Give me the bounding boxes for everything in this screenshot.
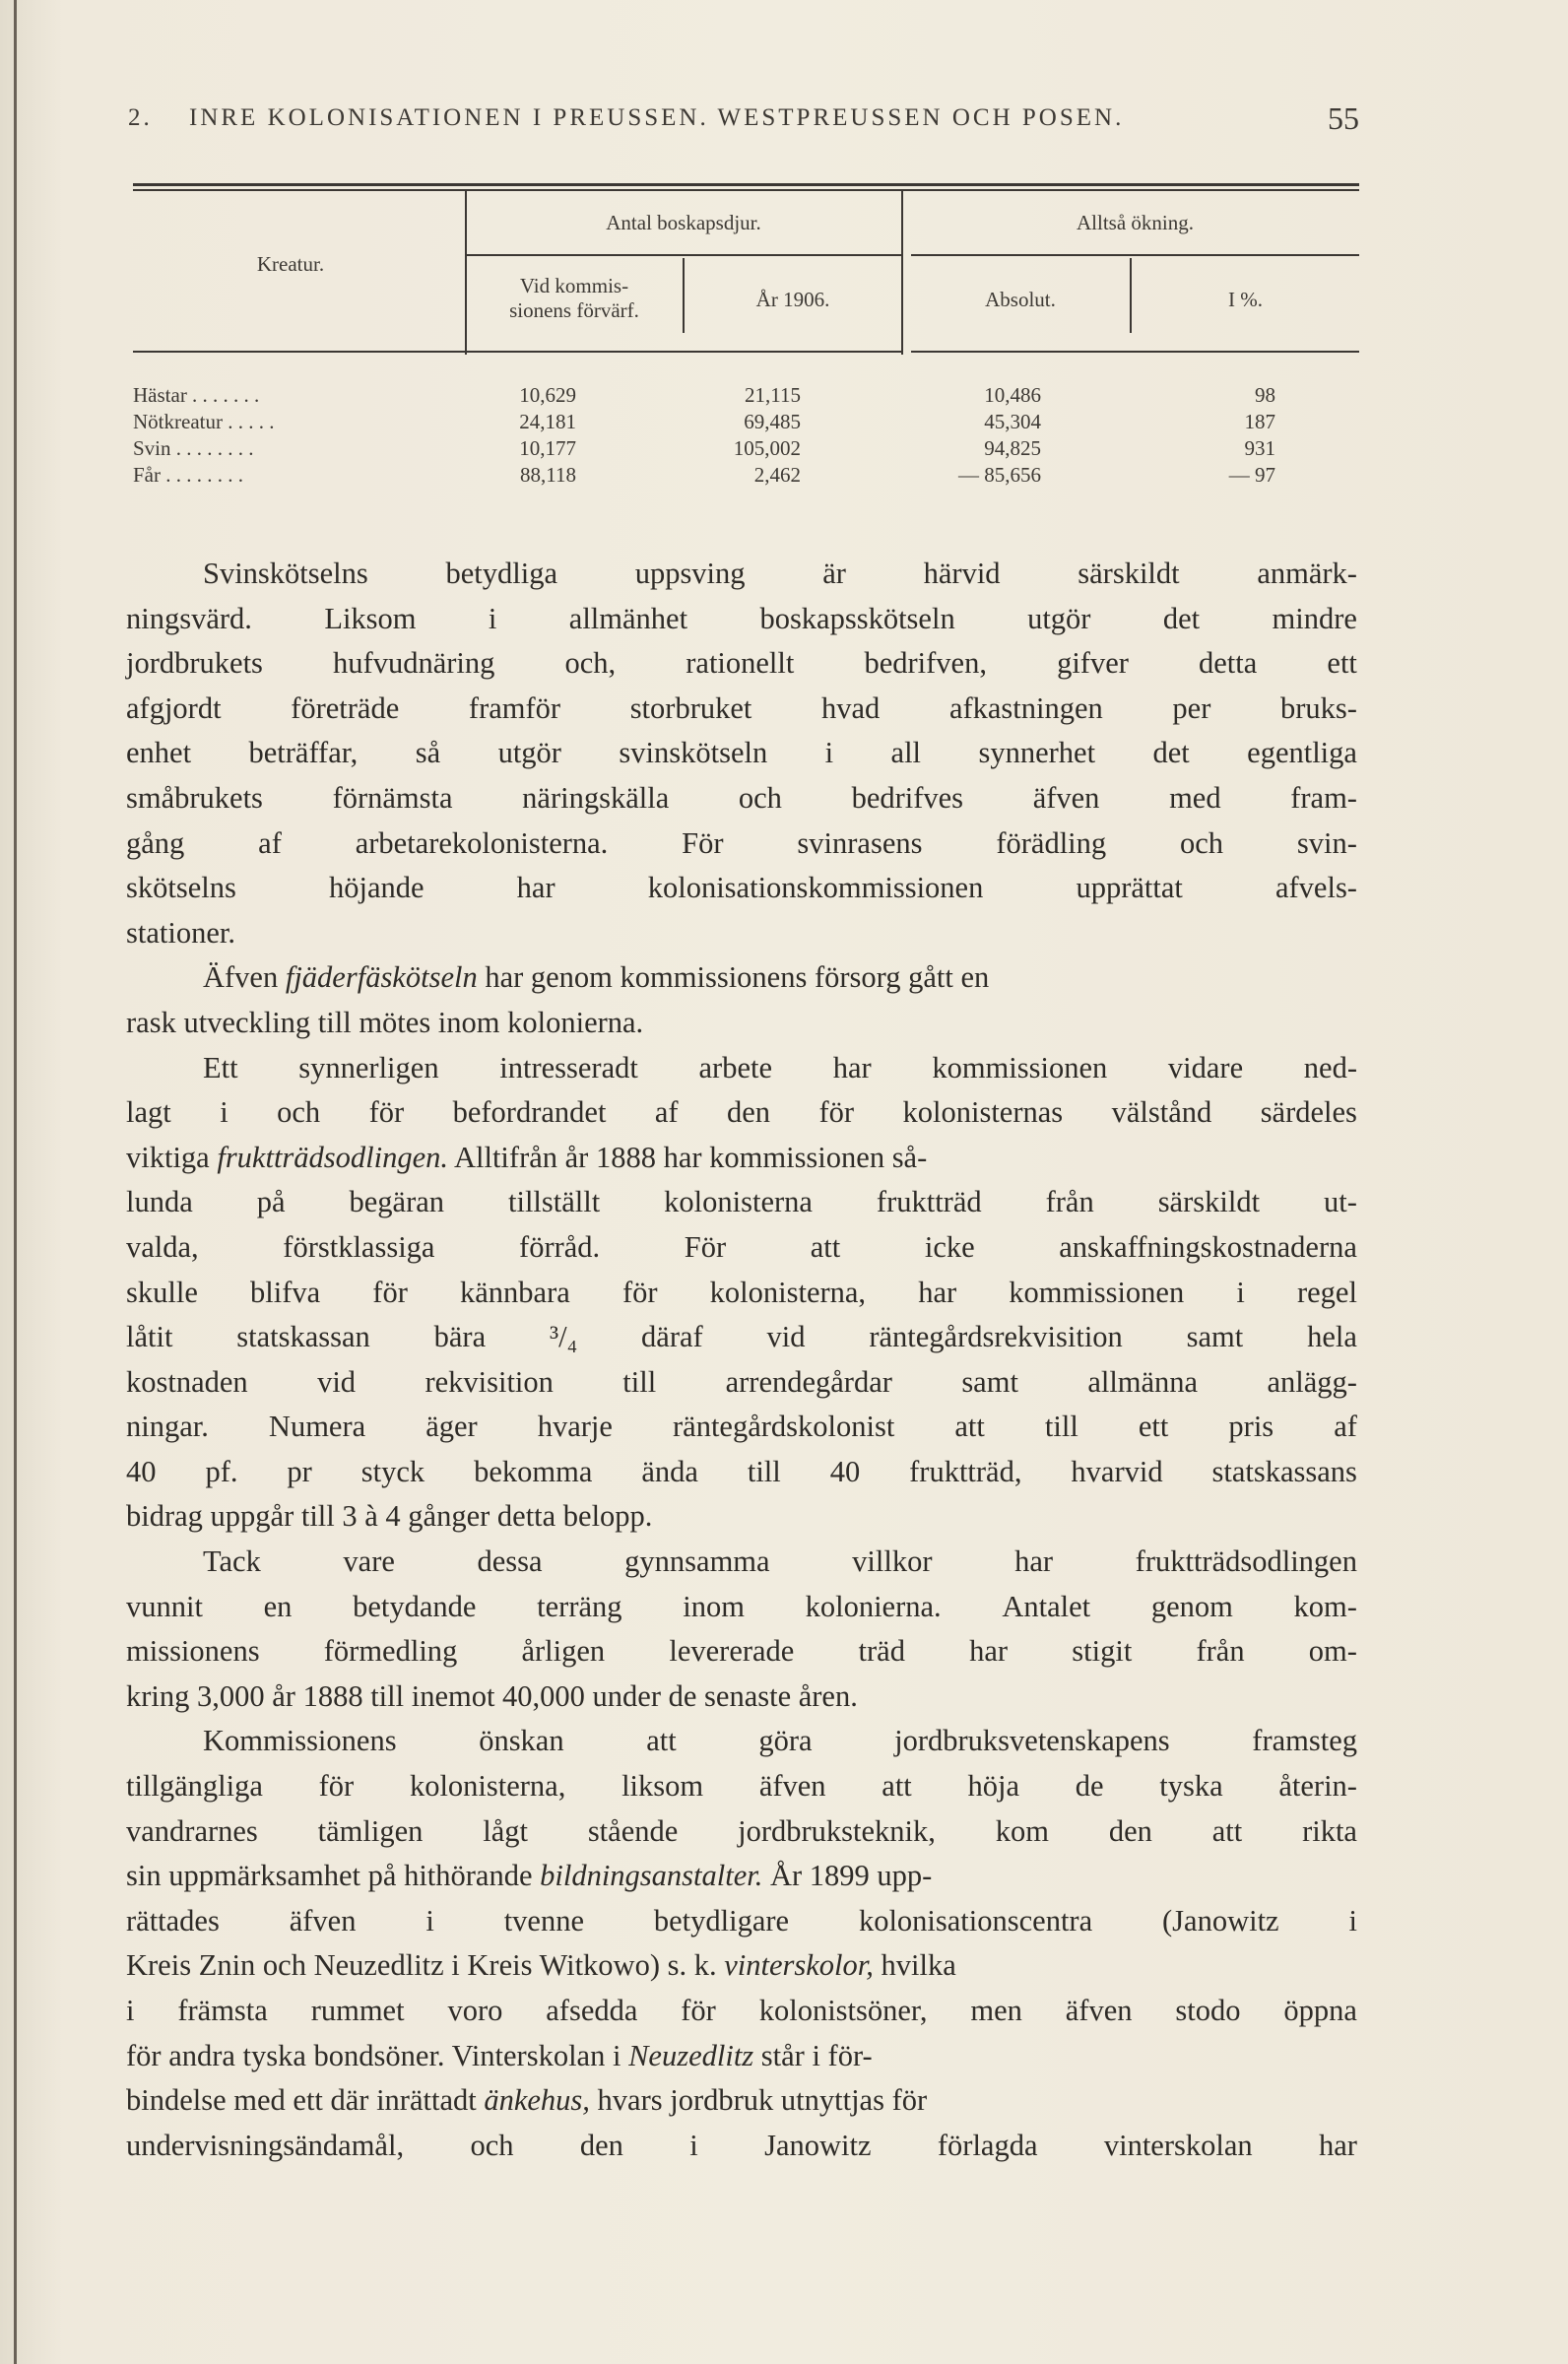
text-run: bindelse med ett där inrättadt — [126, 2083, 477, 2118]
text-line: lagt i och för befordrandet af den för kolonisternas välstånd särdeles — [126, 1095, 1357, 1130]
text-line — [126, 1943, 1357, 1989]
text-line — [126, 2034, 1357, 2079]
cell-pct: — 97 — [1228, 463, 1275, 487]
text-line: bidrag uppgår till 3 à 4 gånger detta belopp. — [126, 1499, 653, 1534]
cell-pct: 187 — [1244, 410, 1275, 433]
text-run: hvilka — [881, 1948, 956, 1983]
text-line: kostnaden vid rekvisition till arrendegårdar samt allmänna anlägg- — [126, 1364, 1357, 1399]
text-run: hvars jordbruk utnyttjas för — [597, 2083, 928, 2118]
text-run: har genom kommissionens försorg gått en — [485, 960, 990, 995]
running-title: INRE KOLONISATIONEN I PREUSSEN. WESTPREUSSEN OCH POSEN. — [189, 104, 1125, 131]
cell-abs: 45,304 — [984, 410, 1041, 433]
emphasis-ankehus: änkehus, — [484, 2083, 590, 2118]
text-line: lunda på begäran tillställt kolonisterna fruktträd från särskildt ut- — [126, 1185, 1357, 1219]
text-line: rask utveckling till mötes inom kolonierna. — [126, 1005, 644, 1039]
text-line: kring 3,000 år 1888 till inemot 40,000 under de senaste åren. — [126, 1678, 858, 1713]
emphasis-bildningsanstalter: bildningsanstalter. — [540, 1859, 763, 1893]
text-line: Kommissionens önskan att göra jordbruksvetenskapens framsteg — [203, 1724, 1357, 1758]
text-line: tillgängliga för kolonisterna, liksom äfven att höja de tyska återin- — [126, 1769, 1357, 1804]
table-top-rule-thin — [133, 189, 1359, 191]
text-run: Alltifrån år 1888 har kommissionen så- — [453, 1140, 928, 1174]
cell-vid: 10,177 — [519, 436, 576, 460]
livestock-table — [133, 183, 1359, 528]
cell-pct: 931 — [1244, 436, 1275, 460]
text-run: sin uppmärksamhet på hithörande — [126, 1859, 533, 1893]
text-line: i främsta rummet voro afsedda för kolonistsöner, men äfven stodo öppna — [126, 1994, 1357, 2027]
cell-vid: 88,118 — [520, 463, 576, 487]
text-line: jordbrukets hufvudnäring och, rationellt bedrifven, gifver detta ett — [126, 646, 1357, 681]
text-line: Svinskötselns betydliga uppsving är härvid särskildt anmärk- — [203, 557, 1357, 590]
col-header-vid-line2: sionens förvärf. — [509, 298, 639, 322]
text-line: ningsvärd. Liksom i allmänhet boskapsskötseln utgör det mindre — [126, 601, 1357, 635]
text-run: för andra tyska bondsöner. Vinterskolan i — [126, 2038, 621, 2072]
header-bottom-rule-left — [133, 351, 901, 353]
col-header-procent: I %. — [1228, 288, 1263, 311]
text-line: Ett synnerligen intresseradt arbete har kommissionen vidare ned- — [203, 1050, 1357, 1084]
cell-ar: 105,002 — [733, 436, 801, 460]
text-line: låtit statskassan bära ³/₄ däraf vid räntegårdsrekvisition samt hela — [126, 1320, 1357, 1354]
text-line — [126, 1854, 1357, 1899]
text-line: afgjordt företräde framför storbruket hvad afkastningen per bruks- — [126, 690, 1357, 725]
text-line: gång af arbetarekolonisterna. För svinrasens förädling och svin- — [126, 825, 1357, 860]
text-line: vandrarnes tämligen lågt stående jordbruksteknik, kom den att rikta — [126, 1813, 1357, 1848]
text-run: Kreis Znin och Neuzedlitz i Kreis Witkowo) s. k. — [126, 1948, 717, 1983]
group-rule-antal — [466, 254, 901, 256]
page-number: 55 — [1328, 100, 1359, 136]
text-run: Äfven — [203, 960, 279, 995]
row-label: Får . . . . . . . . — [133, 463, 243, 487]
text-line: stationer. — [126, 915, 235, 950]
text-line: 40 pf. pr styck bekomma ända till 40 fruktträd, hvarvid statskassans — [126, 1454, 1357, 1488]
text-line — [126, 955, 1357, 1001]
cell-abs: — 85,656 — [958, 463, 1041, 487]
emphasis-vinterskolor: vinterskolor, — [724, 1948, 874, 1983]
row-label: Nötkreatur . . . . . — [133, 410, 275, 433]
col-header-ar: År 1906. — [755, 288, 830, 311]
header-bottom-rule-right — [911, 351, 1359, 353]
cell-abs: 94,825 — [984, 436, 1041, 460]
cell-abs: 10,486 — [984, 383, 1041, 407]
col-header-vid — [466, 274, 683, 323]
col-header-kreatur: Kreatur. — [256, 252, 325, 276]
cell-pct: 98 — [1255, 383, 1275, 407]
text-line: rättades äfven i tvenne betydligare kolonisationscentra (Janowitz i — [126, 1903, 1357, 1937]
text-run: År 1899 upp- — [769, 1859, 933, 1893]
text-run: viktiga — [126, 1140, 210, 1174]
text-line: missionens förmedling årligen levererade träd har stigit från om- — [126, 1634, 1357, 1669]
table-top-rule — [133, 183, 1359, 186]
cell-ar: 69,485 — [744, 410, 801, 433]
emphasis-fjaderfaskotseln: fjäderfäskötseln — [285, 960, 478, 995]
text-run: står i för- — [760, 2038, 873, 2072]
text-line: småbrukets förnämsta näringskälla och bedrifves äfven med fram- — [126, 780, 1357, 815]
running-head — [128, 100, 1359, 144]
cell-vid: 24,181 — [519, 410, 576, 433]
chapter-number: 2. — [128, 104, 153, 131]
cell-ar: 2,462 — [753, 463, 801, 487]
text-line: undervisningsändamål, och den i Janowitz förlagda vinterskolan har — [126, 2128, 1357, 2162]
text-line: enhet beträffar, så utgör svinskötseln i all synnerhet det egentliga — [126, 736, 1357, 770]
text-line: ningar. Numera äger hvarje räntegårdskolonist att till ett pris af — [126, 1410, 1357, 1444]
row-label: Svin . . . . . . . . — [133, 436, 254, 460]
text-line — [126, 1136, 1357, 1181]
col-sep-2 — [901, 191, 903, 355]
row-label: Hästar . . . . . . . — [133, 383, 260, 407]
emphasis-neuzedlitz: Neuzedlitz — [628, 2038, 754, 2072]
cell-ar: 21,115 — [745, 383, 801, 407]
col-header-vid-line1: Vid kommis- — [519, 274, 629, 297]
text-line: skulle blifva för kännbara för kolonisterna, har kommissionen i regel — [126, 1275, 1357, 1309]
text-line: Tack vare dessa gynnsamma villkor har fruktträdsodlingen — [203, 1544, 1357, 1579]
text-line: vunnit en betydande terräng inom kolonierna. Antalet genom kom- — [126, 1589, 1357, 1623]
text-line: valda, förstklassiga förråd. För att icke anskaffningskostnaderna — [126, 1229, 1357, 1264]
cell-vid: 10,629 — [519, 383, 576, 407]
group-rule-okning — [911, 254, 1359, 256]
binding-edge — [14, 0, 17, 2364]
body-text — [126, 552, 1357, 2168]
group-header-okning: Alltså ökning. — [1077, 211, 1194, 234]
group-header-antal: Antal boskapsdjur. — [606, 211, 761, 234]
text-line: skötselns höjande har kolonisationskommissionen upprättat afvels- — [126, 871, 1357, 905]
col-header-absolut: Absolut. — [985, 288, 1056, 311]
text-line — [126, 2078, 1357, 2124]
emphasis-frukttradsodlingen: fruktträdsodlingen. — [217, 1140, 449, 1174]
